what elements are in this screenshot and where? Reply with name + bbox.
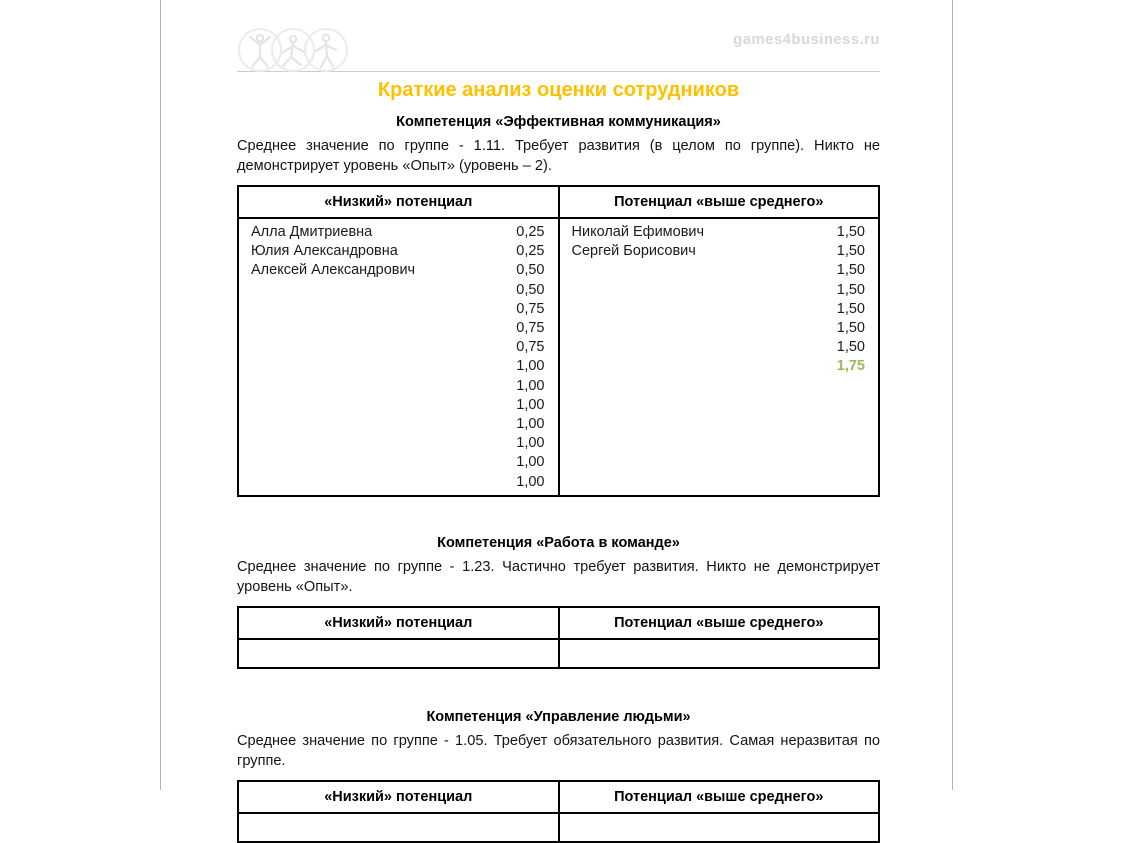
score-value: 1,00	[516, 454, 545, 471]
section-teamwork	[237, 535, 880, 669]
score-value: 0,50	[516, 262, 545, 279]
section-summary: Среднее значение по группе - 1.05. Требует обязательного развития. Самая неразвитая по группе.	[237, 732, 880, 769]
table-body-row	[238, 813, 879, 842]
score-value: 0,75	[516, 339, 545, 356]
column-header-low-potential: «Низкий» потенциал	[238, 607, 559, 639]
column-header-low-potential: «Низкий» потенциал	[238, 186, 559, 218]
table-row	[572, 281, 866, 300]
table-row	[251, 415, 545, 434]
document-page	[160, 0, 953, 805]
table-row	[251, 319, 545, 338]
table-body-row	[238, 218, 879, 496]
table-row	[572, 300, 866, 319]
above-average-cell	[559, 639, 880, 668]
column-header-above-average: Потенциал «выше среднего»	[559, 607, 880, 639]
company-logo-icon	[237, 27, 349, 74]
score-value: 1,50	[836, 281, 865, 298]
employee-name: Юлия Александровна	[251, 243, 398, 260]
table-row	[572, 223, 866, 242]
table-row	[251, 300, 545, 319]
section-summary: Среднее значение по группе - 1.11. Требует развития (в целом по группе). Никто не демонстрирует уровень «Опыт» (уровень – 2).	[237, 138, 880, 174]
score-value: 1,50	[836, 262, 865, 279]
score-value: 1,00	[516, 377, 545, 394]
table-row	[251, 453, 545, 472]
column-header-above-average: Потенциал «выше среднего»	[559, 186, 880, 218]
score-value: 0,25	[516, 224, 545, 240]
document-header	[237, 0, 880, 72]
above-average-cell	[559, 218, 880, 496]
table-row	[572, 242, 866, 261]
table-row	[572, 338, 866, 357]
section-heading: Компетенция «Управление людьми»	[426, 708, 691, 725]
table-header-row	[238, 781, 879, 813]
table-row	[251, 338, 545, 357]
score-value: 1,00	[516, 396, 545, 413]
table-header-row	[238, 186, 879, 218]
page-title: Краткие анализ оценки сотрудников	[377, 79, 740, 101]
table-header-row	[238, 607, 879, 639]
score-value: 1,50	[836, 224, 865, 240]
column-header-above-average: Потенциал «выше среднего»	[559, 781, 880, 813]
low-potential-cell	[238, 218, 559, 496]
score-value: 1,50	[836, 320, 865, 337]
score-value: 0,25	[516, 243, 545, 260]
employee-name: Алла Дмитриевна	[251, 224, 373, 240]
potential-table	[237, 606, 880, 669]
employee-name: Алексей Александрович	[251, 262, 416, 279]
employee-name: Сергей Борисович	[571, 243, 696, 260]
score-value: 1,00	[516, 358, 545, 375]
potential-table	[237, 780, 880, 843]
table-row	[251, 357, 545, 376]
score-value: 1,75	[836, 358, 865, 375]
column-header-low-potential: «Низкий» потенциал	[238, 781, 559, 813]
low-potential-cell	[238, 813, 559, 842]
section-summary: Среднее значение по группе - 1.23. Частично требует развития. Никто не демонстрирует уровень «Опыт».	[237, 558, 880, 595]
employee-name: Николай Ефимович	[571, 224, 705, 240]
score-value: 1,00	[516, 416, 545, 433]
section-heading: Компетенция «Эффективная коммуникация»	[396, 114, 721, 130]
potential-table	[237, 185, 880, 497]
table-row	[572, 319, 866, 338]
score-value: 1,50	[836, 243, 865, 260]
table-row	[251, 281, 545, 300]
section-effective-communication	[237, 114, 880, 497]
table-row	[251, 242, 545, 261]
score-value: 0,75	[516, 320, 545, 337]
score-value: 1,50	[836, 300, 865, 317]
score-value: 1,00	[516, 435, 545, 452]
site-label: games4business.ru	[733, 31, 880, 48]
score-value: 0,75	[516, 300, 545, 317]
section-people-management	[237, 709, 880, 843]
table-row	[572, 357, 866, 376]
table-body-row	[238, 639, 879, 668]
table-row	[251, 261, 545, 280]
table-row	[251, 377, 545, 396]
low-potential-cell	[238, 639, 559, 668]
table-row	[572, 261, 866, 280]
table-row	[251, 396, 545, 415]
section-heading: Компетенция «Работа в команде»	[437, 534, 680, 551]
table-row	[251, 434, 545, 453]
table-row	[251, 223, 545, 242]
above-average-cell	[559, 813, 880, 842]
score-value: 1,50	[836, 339, 865, 356]
score-value: 0,50	[516, 281, 545, 298]
table-row	[251, 473, 545, 492]
score-value: 1,00	[516, 473, 545, 490]
